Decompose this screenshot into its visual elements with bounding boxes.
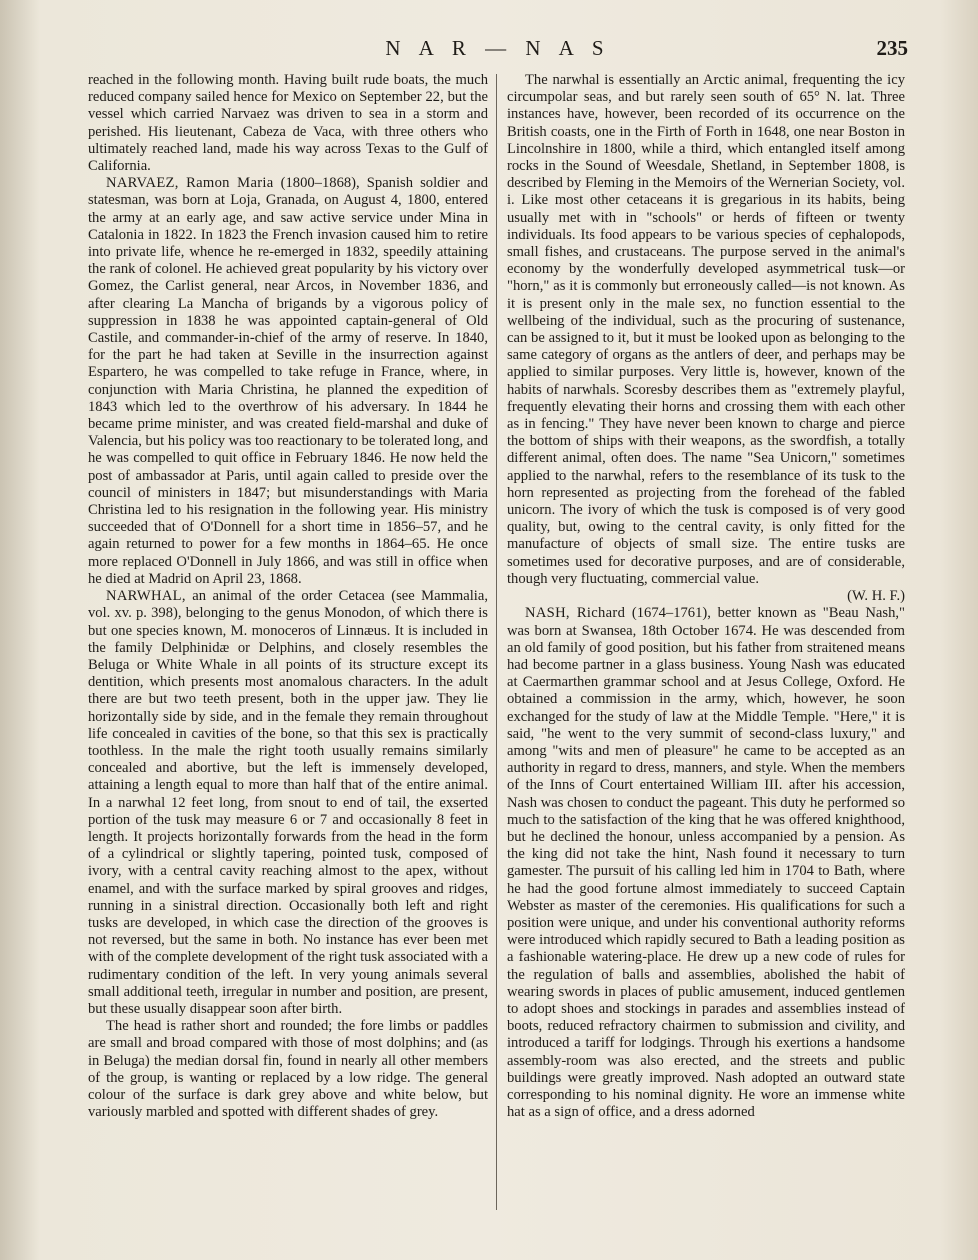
entry-headword: NARWHAL, bbox=[106, 588, 186, 605]
running-title: N A R — N A S bbox=[385, 36, 611, 60]
right-column bbox=[507, 72, 905, 1212]
entry-body: (1674–1761), better known as "Beau Nash," was born at Swansea, 18th October 1674. He was descended from an old family of good position, but his father from straitened means had become partner in a glass business. Young Nash was educated at Caermarthen grammar school and at Jesus College, Oxford. He obtained a commission in the army, which, however, he soon exchanged for the study of law at the Middle Temple. "Here," it is said, "he went to the very summit of second-class luxury," and among "wits and men of pleasure" he came to be accepted as an authority in regard to dress, manners, and style. When the members of the Inns of Court entertained William III. after his accession, Nash was chosen to conduct the pageant. This duty he performed so much to the satisfaction of the king that he was offered knighthood, but he declined the honour, unless accompanied by a pension. As the king did not take the hint, Nash found it necessary to turn gamester. The pursuit of his calling led him in 1704 to Bath, where he had the good fortune almost immediately to succeed Captain Webster as master of the ceremonies. His qualifications for such a position were unique, and under his conventional authority reforms were introduced which rapidly secured to Bath a leading position as a fashionable watering-place. He drew up a new code of rules for the regulation of balls and assemblies, abolished the habit of wearing swords in places of public amusement, induced gentlemen to adopt shoes and stockings in parades and assemblies instead of boots, reduced refractory chairmen to submission and civility, and introduced a tariff for lodgings. Through his exertions a handsome assembly-room was also erected, and the streets and public buildings were greatly improved. Nash adopted an outward state corresponding to his nominal dignity. He wore an immense white hat as a sign of office, and a dress adorned bbox=[507, 605, 905, 1121]
paragraph-text: The narwhal is essentially an Arctic animal, frequenting the icy circumpolar seas, and but rarely seen south of 65° N. lat. Three instances have, however, been recorded of its occurrence on the British coasts, one in the Firth of Forth in 1648, one near Boston in Lincolnshire in 1800, while a third, which entangled itself among rocks in the Sound of Weesdale, Shetland, in September 1808, is described by Fleming in the Memoirs of the Wernerian Society, vol. i. Like most other cetaceans it is gregarious in its habits, being usually met with in "schools" or herds of fifteen or twenty individuals. Its food appears to be various species of cephalopods, small fishes, and crustaceans. The purpose served in the animal's economy by the wonderfully developed asymmetrical tusk—or "horn," as it is commonly but erroneously called—is not known. As it is present only in the male sex, no function essential to the wellbeing of the individual, such as the procuring of sustenance, can be assigned to it, but it must be looked upon as belonging to the same category of organs as the antlers of deer, and perhaps may be applied to similar purposes. Very little is, however, known of the habits of narwhals. Scoresby describes them as "extremely playful, frequently elevating their horns and crossing them with each other as in fencing." They have never been known to charge and pierce the bottom of ships with their weapons, as the swordfish, a totally different animal, often does. The name "Sea Unicorn," sometimes applied to the narwhal, refers to the resemblance of its tusk to the horn represented as projecting from the forehead of the fabled unicorn. The ivory of which the tusk is composed is of very good quality, but, owing to the central cavity, is only fitted for the manufacture of objects of small size. The entire tusks are sometimes used for decorative purposes, and are of considerable, though very fluctuating, commercial value. bbox=[507, 72, 905, 587]
author-initials: (W. H. F.) bbox=[847, 588, 905, 605]
column-divider bbox=[496, 74, 497, 1210]
nash-richard-entry bbox=[507, 605, 905, 1121]
running-header bbox=[88, 36, 908, 66]
page-number: 235 bbox=[876, 36, 908, 60]
narvaez-continuation-paragraph: reached in the following month. Having built rude boats, the much reduced company sailed hence for Mexico on September 22, but the vessel which carried Narvaez was driven to sea in a storm and perished. His lieutenant, Cabeza de Vaca, with three others who ultimately reached land, made his way across Texas to the Gulf of California. bbox=[88, 72, 488, 175]
page-gutter-shadow bbox=[0, 0, 40, 1260]
entry-body: an animal of the order Cetacea (see Mammalia, vol. xv. p. 398), belonging to the genus Monodon, of which there is but one species known, M. monoceros of Linnæus. It is included in the family Delphinidæ or Delphins, and closely resembles the Beluga or White Whale in all points of its structure except its dentition, which presents most anomalous characters. In the adult there are but two teeth present, both in the upper jaw. They lie horizontally side by side, and in the female they remain throughout life concealed in cavities of the bone, so that this sex is practically toothless. In the male the right tooth usually remains similarly concealed and abortive, but the left is immensely developed, attaining a length equal to more than half that of the entire animal. In a narwhal 12 feet long, from snout to end of tail, the exserted portion of the tusk may measure 6 or 7 and occasionally 8 feet in length. It projects horizontally forwards from the head in the form of a cylindrical or slightly tapering, pointed tusk, composed of ivory, with a central cavity reaching almost to the apex, without enamel, and with the surface marked by spiral grooves and ridges, running in a sinistral direction. Occasionally both left and right tusks are developed, in which case the direction of the grooves is not reversed, but the same in both. No instance has ever been met with of the complete development of the right tusk associated with a rudimentary condition of the left. In very young animals several small additional teeth, irregular in number and position, are present, but these usually disappear soon after birth. bbox=[88, 588, 488, 1017]
narwhal-habitat-paragraph bbox=[507, 72, 905, 605]
narwhal-head-paragraph: The head is rather short and rounded; the fore limbs or paddles are small and broad compared with those of most dolphins; and (as in Beluga) the median dorsal fin, found in nearly all other members of the group, is wanting or replaced by a low ridge. The general colour of the surface is dark grey above and white below, but variously marbled and spotted with different shades of grey. bbox=[88, 1018, 488, 1121]
left-column bbox=[88, 72, 488, 1212]
narwhal-entry bbox=[88, 588, 488, 1018]
entry-headword: NASH, Richard bbox=[525, 605, 626, 622]
narvaez-ramon-entry bbox=[88, 175, 488, 588]
entry-body: (1800–1868), Spanish soldier and statesman, was born at Loja, Granada, on August 4, 1800, entered the army at an early age, and saw active service under Mina in Catalonia in 1822. In 1823 the French invasion caused him to retire into private life, whence he re-emerged in 1832, speedily attaining the rank of colonel. He achieved great popularity by his victory over Gomez, the Carlist general, near Arcos, in November 1836, and after clearing La Mancha of brigands by a vigorous policy of suppression in 1838 he was appointed captain-general of Old Castile, and commander-in-chief of the army of reserve. In 1840, for the part he had taken at Seville in the insurrection against Espartero, he was compelled to take refuge in France, where, in conjunction with Maria Christina, he planned the expedition of 1843 which led to the overthrow of his adversary. In 1844 he became prime minister, and was created field-marshal and duke of Valencia, but his policy was too reactionary to be tolerated long, and he was compelled to quit office in February 1846. He now held the post of ambassador at Paris, until again called to preside over the council of ministers in 1847; but misunderstandings with Maria Christina led to his resignation in the following year. His ministry succeeded that of O'Donnell for a short time in 1856–57, and he again returned to power for a few months in 1864–65. He once more replaced O'Donnell in July 1866, and was still in office when he died at Madrid on April 23, 1868. bbox=[88, 175, 488, 587]
entry-headword: NARVAEZ, Ramon Maria bbox=[106, 175, 274, 192]
